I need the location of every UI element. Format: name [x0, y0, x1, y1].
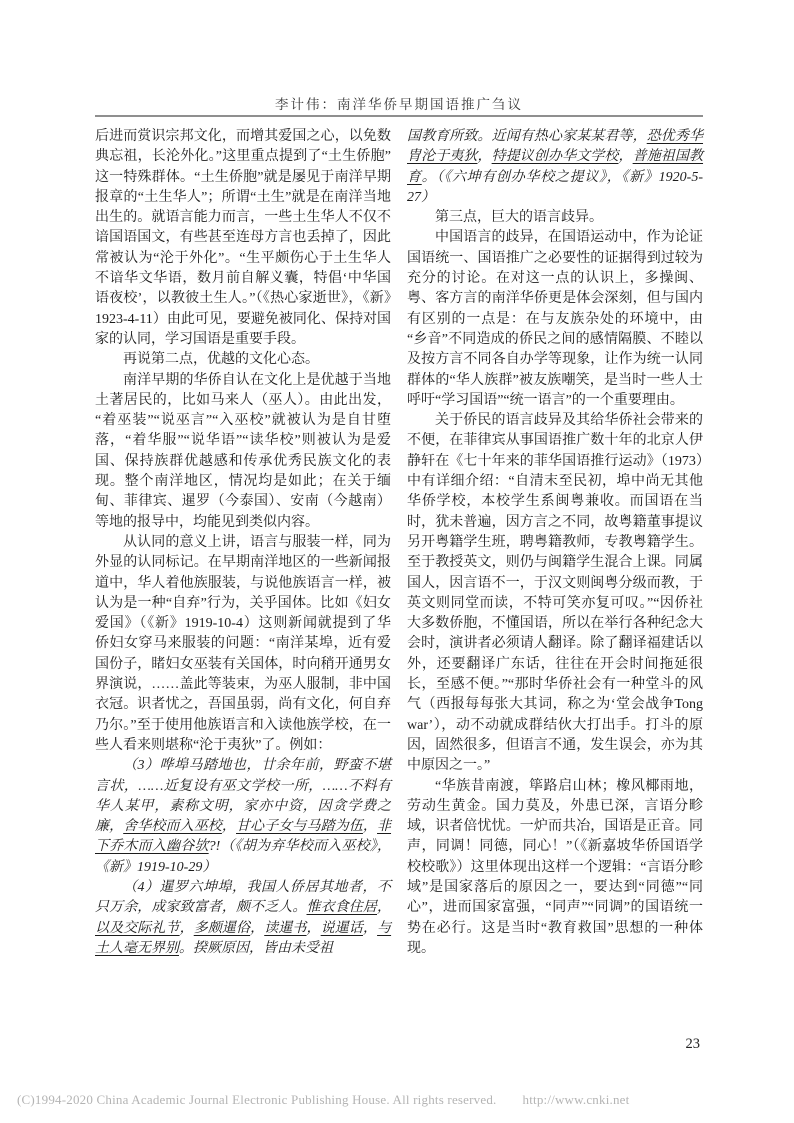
text-segment: ，	[377, 900, 391, 916]
paragraph	[407, 208, 703, 228]
paragraph	[407, 127, 703, 208]
underlined-text: 与土人毫无界别	[95, 920, 392, 956]
paragraph	[95, 127, 391, 350]
paragraph	[95, 533, 391, 756]
paragraph	[407, 411, 703, 776]
underlined-text: 读暹书	[264, 920, 307, 936]
text-segment: 第三点，巨大的语言歧异。	[435, 210, 603, 226]
text-segment: ，	[477, 149, 492, 165]
underlined-text: 非下乔木而入幽谷欤	[95, 819, 392, 855]
text-segment: 。（《六坤有创办华校之提议》，《新》1920-5-27）	[407, 169, 704, 205]
text-segment: 。揆厥原因，皆由未受祖	[179, 940, 333, 956]
text-column-right	[407, 127, 703, 959]
paragraph	[407, 228, 703, 411]
underlined-text: 惟衣食住居	[306, 900, 377, 916]
text-segment: ，	[306, 920, 321, 936]
text-segment: 关于侨民的语言歧异及其给华侨社会带来的不便，在菲律宾从事国语推广数十年的北京人伊静轩在《七十年来的菲华国语推行运动》（1973）中有详细介绍：“自清末至民初，埠中尚无其他华侨学校，本校学生系闽粤兼收。而国语在当时，犹未普遍，因方言之不同，故粤籍董事提议另开粤籍学生班，聘粤籍教师，专教粤籍学生。至于教授英文，则仍与闽籍学生混合上课。同属国人，因言语不一，于汉文则闽粤分级而教，于英文则同堂而读，不特可笑亦复可叹。”“因侨社大多数侨胞，不懂国语，所以在举行各种纪念大会时，演讲者必须请人翻译。除了翻译福建话以外，还要翻译广东话，往往在开会时间拖延很长，至感不便。”“那时华侨社会有一种堂斗的风气（西报每每张大其词，称之为‘堂会战争Tong war’），动不动就成群结伙大打出手。打斗的原因，固然很多，但语言不通，发生误会，亦为其中原因之一。”	[407, 413, 703, 774]
underlined-text: 说暹话	[320, 920, 363, 936]
text-segment: 中国语言的歧异，在国语运动中，作为论证国语统一、国语推广之必要性的证据得到过较为充分的讨论。在对这一点的认识上，多操闽、粤、客方言的南洋华侨更是体会深刻，但与国内有区别的一点是：在与友族杂处的环境中，由“乡音”不同造成的侨民之间的感情隔膜、不睦以及按方言不同各自办学等现象，让作为统一认同群体的“华人族群”被友族嘲笑，是当时一些人士呼吁“学习国语”“统一语言”的一个重要理由。	[407, 230, 703, 408]
paragraph	[407, 777, 703, 960]
paragraph	[95, 878, 391, 959]
footer-copyright-bar	[17, 1092, 777, 1108]
cnki-url: http://www.cnki.net	[522, 1092, 630, 1107]
text-segment: 后进而赏识宗邦文化，而增其爱国之心，以免数典忘祖，长沦外化。”这里重点提到了“土生侨胞”这一特殊群体。“土生侨胞”就是屡见于南洋早期报章的“土生华人”；所谓“土生”就是在南洋当地出生的。就语言能力而言，一些土生华人不仅不谙国语国文，有些甚至连母方言也丢掉了，因此常被认为“沦于外化”。“生平颇伤心于土生华人不谙华文华语，数月前自解义囊，特倡‘中华国语夜校’，以教彼土生人。”（《热心家逝世》，《新》1923-4-11）由此可见，要避免被同化、保持对国家的认同，学习国语是重要手段。	[95, 129, 391, 347]
text-segment: ，	[362, 920, 378, 936]
text-segment: （4）暹罗六坤埠，我国人侨居其地者，不只万余，成家致富者，颇不乏人。	[95, 879, 391, 916]
underlined-text: 多颇暹俗	[193, 920, 251, 936]
underlined-text: 舍华校而入巫校	[123, 819, 222, 835]
text-segment: ?!（《胡为弃华校而入巫校》，《新》1919-10-29）	[95, 839, 391, 875]
copyright-text: (C)1994-2020 China Academic Journal Electronic Publishing House. All rights reserved.	[17, 1092, 497, 1107]
underlined-text: 以及交际礼节	[95, 920, 180, 936]
paragraph	[95, 350, 391, 370]
text-column-left	[95, 127, 391, 959]
text-segment: 从认同的意义上讲，语言与服装一样，同为外显的认同标记。在早期南洋地区的一些新闻报道中，华人着他族服装，与说他族语言一样，被认为是一种“自弃”行为，关乎国体。比如《妇女爱国》（《新》1919-10-4）这则新闻就提到了华侨妇女穿马来服装的问题：“南洋某埠，近有爱国份子，睹妇女巫装有关国体，时向稍开通男女界演说，……盖此等装束，为巫人服制，非中国衣冠。识者忧之，吾国虽弱，尚有文化，何自弃乃尔。”至于使用他族语言和入读他族学校，在一些人看来则堪称“沦于夷狄”了。例如：	[95, 534, 391, 753]
underlined-text: 普施祖国教育	[407, 149, 704, 185]
text-segment: ，	[362, 819, 378, 835]
text-segment: “华族昔南渡，筚路启山林；橡风椰雨地，劳动生黄金。国力莫及，外患已深，言语分畛域，识者倍忧忧。一炉而共冶，国语是正音。同声，同调！同德，同心！”（《新嘉坡华侨国语学校校歌》）这里体现出这样一个逻辑：“言语分畛域”是国家落后的原因之一，要达到“同德”“同心”，进而国家富强，“同声”“同调”的国语统一势在必行。这是当时“教育救国”思想的一种体现。	[407, 778, 703, 956]
text-segment: ，	[618, 149, 633, 165]
text-segment: ，	[221, 819, 237, 835]
paragraph	[95, 756, 391, 878]
text-segment: （3）哗埠马踏地也，廿余年前，野蛮不堪言状，……近复设有巫文学校一所，……不料有华人某甲，素称文明，家亦中资，因贪学费之廉，	[95, 758, 391, 835]
underlined-text: 特提议创办华文学校	[491, 149, 619, 165]
text-segment: 国教育所致。近闻有热心家某某君等，	[407, 129, 647, 144]
text-segment: 再说第二点，优越的文化心态。	[123, 352, 319, 368]
running-head-title: 李计伟：南洋华侨早期国语推广刍议	[275, 97, 523, 112]
text-segment: ，	[250, 920, 265, 936]
page-body	[95, 127, 703, 959]
header-divider	[95, 115, 703, 117]
underlined-text: 甘心子女与马踏为伍	[236, 819, 363, 835]
paragraph	[95, 371, 391, 533]
underlined-text: 恐优秀华胄沦于夷狄	[407, 129, 704, 165]
page-number: 23	[685, 1036, 700, 1052]
text-segment: 南洋早期的华侨自认在文化上是优越于当地土著居民的，比如马来人（巫人）。由此出发，“着巫装”“说巫言”“入巫校”就被认为是自甘堕落，“着华服”“说华语”“读华校”则被认为是爱国、保持族群优越感和传承优秀民族文化的表现。整个南洋地区，情况均是如此；在关于缅甸、菲律宾、暹罗（今泰国）、安南（今越南）等地的报导中，均能见到类似内容。	[95, 372, 391, 530]
text-segment: ，	[179, 920, 194, 936]
